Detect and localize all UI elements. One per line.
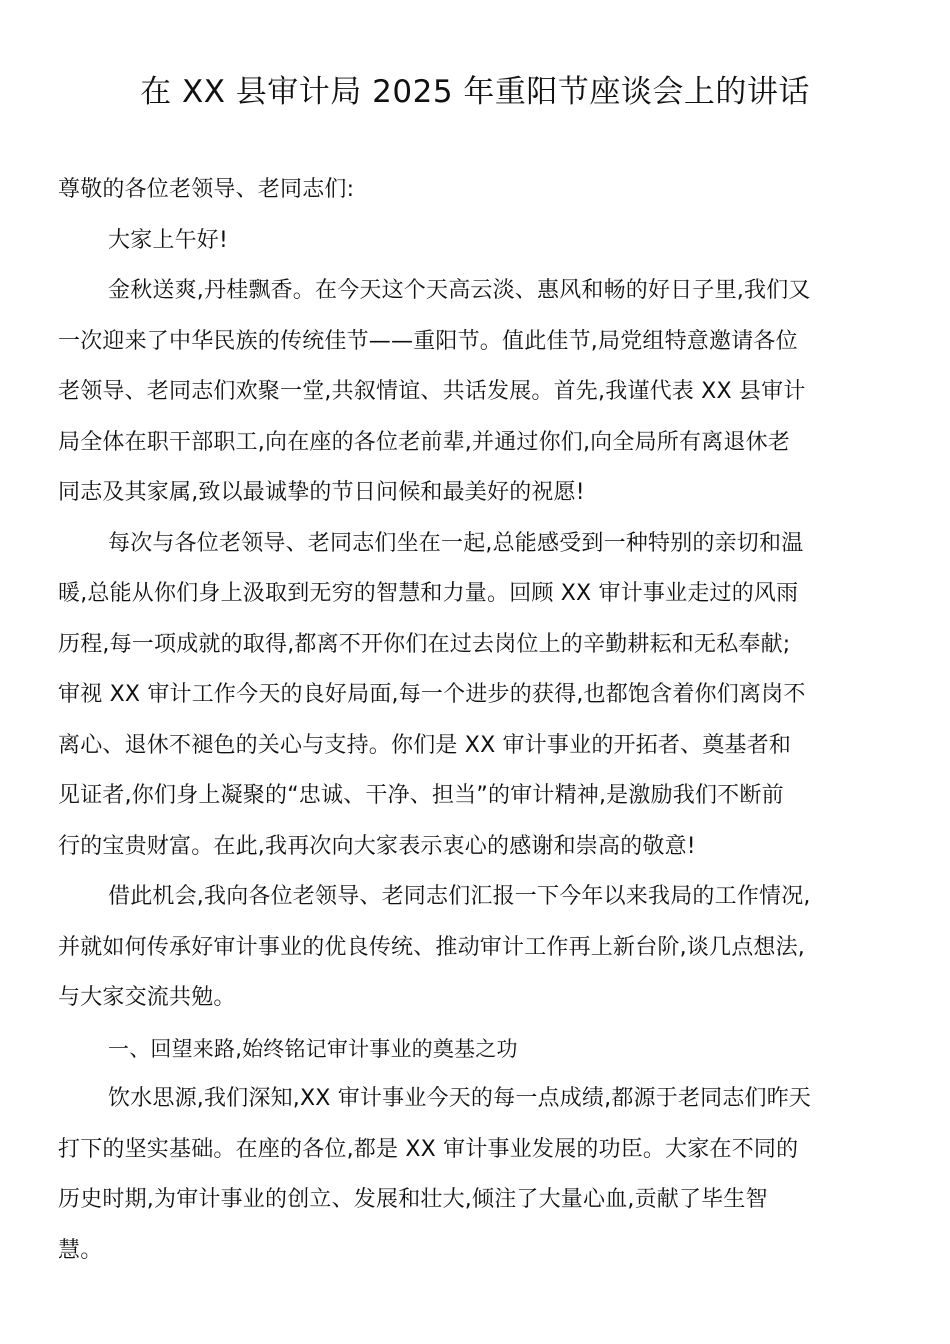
paragraph-line: 历史时期,为审计事业的创立、发展和壮大,倾注了大量心血,贡献了毕生智	[58, 1187, 768, 1212]
paragraph-line: 打下的坚实基础。在座的各位,都是 XX 审计事业发展的功臣。大家在不同的	[58, 1136, 799, 1162]
paragraph-tribute	[58, 519, 898, 873]
section-heading: 一、回望来路,始终铭记审计事业的奠基之功	[108, 1036, 518, 1061]
paragraph-line: 行的宝贵财富。在此,我再次向大家表示衷心的感谢和崇高的敬意!	[58, 833, 696, 859]
paragraph-opening	[58, 266, 898, 519]
document-title: 在 XX 县审计局 2025 年重阳节座谈会上的讲话	[140, 74, 810, 110]
paragraph-line: 借此机会,我向各位老领导、老同志们汇报一下今年以来我局的工作情况,	[108, 884, 811, 909]
paragraph-line: 见证者,你们身上凝聚的“忠诚、干净、担当”的审计精神,是激励我们不断前	[58, 783, 784, 808]
paragraph-report-intro	[58, 872, 898, 1024]
paragraph-line: 一次迎来了中华民族的传统佳节——重阳节。值此佳节,局党组特意邀请各位	[58, 328, 798, 354]
paragraph-line: 金秋送爽,丹桂飘香。在今天这个天高云淡、惠风和畅的好日子里,我们又	[108, 278, 811, 303]
paragraph-line: 老领导、老同志们欢聚一堂,共叙情谊、共话发展。首先,我谨代表 XX 县审计	[58, 379, 806, 404]
document-body	[58, 165, 898, 1276]
paragraph-line: 慧。	[58, 1237, 103, 1263]
paragraph-section-one	[58, 1074, 898, 1276]
paragraph-line: 历程,每一项成就的取得,都离不开你们在过去岗位上的辛勤耕耘和无私奉献;	[58, 631, 791, 657]
paragraph-line: 同志及其家属,致以最诚挚的节日问候和最美好的祝愿!	[58, 480, 585, 505]
paragraph-line: 离心、退休不褪色的关心与支持。你们是 XX 审计事业的开拓者、奠基者和	[58, 732, 792, 758]
paragraph-line: 与大家交流共勉。	[58, 985, 236, 1010]
paragraph-line: 暖,总能从你们身上汲取到无穷的智慧和力量。回顾 XX 审计事业走过的风雨	[58, 581, 799, 606]
paragraph-line: 局全体在职干部职工,向在座的各位老前辈,并通过你们,向全局所有离退休老	[58, 429, 790, 455]
salutation: 尊敬的各位老领导、老同志们:	[58, 177, 355, 202]
paragraph-line: 并就如何传承好审计事业的优良传统、推动审计工作再上新台阶,谈几点想法,	[58, 934, 805, 960]
paragraph-line: 饮水思源,我们深知,XX 审计事业今天的每一点成绩,都源于老同志们昨天	[108, 1086, 812, 1111]
paragraph-line: 每次与各位老领导、老同志们坐在一起,总能感受到一种特别的亲切和温	[108, 530, 804, 556]
paragraph-line: 审视 XX 审计工作今天的良好局面,每一个进步的获得,也都饱含着你们离岗不	[58, 682, 806, 707]
greeting: 大家上午好!	[108, 227, 229, 253]
